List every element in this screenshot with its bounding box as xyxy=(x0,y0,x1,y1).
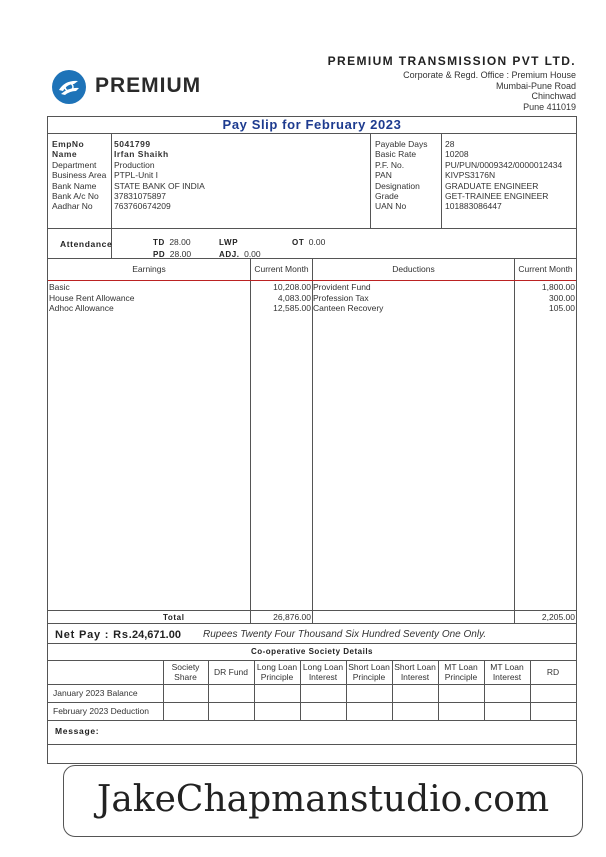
deductions-amount-header: Current Month xyxy=(518,264,573,274)
attendance-adj xyxy=(219,244,261,262)
column-line: Short Loan xyxy=(348,662,390,672)
column-line: MT Loan xyxy=(444,662,478,672)
deduction-item: Profession Tax xyxy=(313,292,369,303)
label-grade: Grade xyxy=(375,191,399,202)
column-line: Interest xyxy=(400,671,430,682)
deduction-amount: 300.00 xyxy=(549,292,575,303)
value-bank-account: 37831075897 xyxy=(114,191,167,202)
earnings-amount-header: Current Month xyxy=(254,264,309,274)
earnings-amounts xyxy=(251,282,311,314)
employee-labels-right xyxy=(375,139,427,212)
value-aadhar: 763760674209 xyxy=(114,201,171,212)
employee-values-right xyxy=(445,139,562,212)
td-label: TD xyxy=(153,238,165,247)
earnings-list xyxy=(49,282,249,314)
attendance-pd xyxy=(153,244,191,262)
message-label: Message: xyxy=(55,726,100,736)
ot-value: 0.00 xyxy=(308,237,326,247)
column-line: Long Loan xyxy=(256,662,298,672)
company-logo-icon xyxy=(52,70,86,104)
label-payable-days: Payable Days xyxy=(375,139,428,149)
net-pay-amount: 24,671.00 xyxy=(132,629,181,641)
column-line: Principle xyxy=(352,671,386,682)
society-column-header xyxy=(254,663,300,682)
address-line: Chinchwad xyxy=(531,91,576,101)
net-pay-label: Net Pay : Rs. xyxy=(55,629,133,641)
watermark-banner: JakeChapmanstudio.com xyxy=(63,765,583,837)
column-line: Society xyxy=(171,662,200,672)
deductions-amounts xyxy=(515,282,575,314)
earning-amount: 10,208.00 xyxy=(273,282,311,292)
employee-values-left xyxy=(114,139,205,212)
header-separator xyxy=(48,280,576,281)
column-line: Principle xyxy=(444,671,478,682)
company-address xyxy=(403,70,576,112)
society-row-february: February 2023 Deduction xyxy=(53,706,149,716)
label-designation: Designation xyxy=(375,180,420,191)
attendance-label: Attendance xyxy=(60,239,113,249)
earning-item: Basic xyxy=(49,282,70,292)
column-line: Long Loan xyxy=(302,662,344,672)
adj-label: ADJ. xyxy=(219,250,240,259)
label-pan: PAN xyxy=(375,170,392,181)
deductions-total: 2,205.00 xyxy=(541,612,575,622)
deduction-amount: 1,800.00 xyxy=(541,282,575,292)
earning-item: Adhoc Allowance xyxy=(49,303,114,314)
society-column-header xyxy=(346,663,392,682)
deduction-amount: 105.00 xyxy=(549,303,575,314)
adj-value: 0.00 xyxy=(244,249,261,259)
label-aadhar: Aadhar No xyxy=(52,201,93,212)
earning-item: House Rent Allowance xyxy=(49,292,135,303)
payslip-title: Pay Slip for February 2023 xyxy=(222,117,402,132)
divider xyxy=(47,623,577,624)
company-logo-text: PREMIUM xyxy=(95,74,202,97)
company-name: PREMIUM TRANSMISSION PVT LTD. xyxy=(327,54,576,68)
society-column-header xyxy=(438,663,484,682)
column-line: MT Loan xyxy=(490,662,524,672)
value-grade: GET-TRAINEE ENGINEER xyxy=(445,191,549,202)
value-name: Irfan Shaikh xyxy=(114,149,169,160)
value-department: Production xyxy=(114,159,155,170)
label-name: Name xyxy=(52,149,78,160)
earnings-header: Earnings xyxy=(132,264,166,274)
address-line: Corporate & Regd. Office : Premium House xyxy=(403,70,576,80)
divider xyxy=(47,228,577,229)
address-line: Pune 411019 xyxy=(523,101,576,112)
divider xyxy=(47,133,577,134)
label-basic-rate: Basic Rate xyxy=(375,149,417,160)
deduction-item: Canteen Recovery xyxy=(313,303,384,314)
value-designation: GRADUATE ENGINEER xyxy=(445,180,539,191)
label-business-area: Business Area xyxy=(52,170,107,181)
earning-amount: 4,083.00 xyxy=(277,292,311,303)
td-value: 28.00 xyxy=(169,237,191,247)
pd-label: PD xyxy=(153,250,166,259)
value-basic-rate: 10208 xyxy=(445,149,469,160)
employee-labels-left xyxy=(52,139,106,212)
column-line: Principle xyxy=(260,671,294,682)
society-column-header xyxy=(208,668,254,678)
value-payable-days: 28 xyxy=(445,139,455,149)
column-line: Interest xyxy=(492,671,522,682)
lwp-label: LWP xyxy=(219,238,239,247)
divider xyxy=(47,744,577,745)
society-column-header xyxy=(392,663,438,682)
pd-value: 28.00 xyxy=(169,249,192,259)
address-line: Mumbai-Pune Road xyxy=(495,80,576,91)
label-department: Department xyxy=(52,159,97,170)
society-column-header xyxy=(484,663,530,682)
divider xyxy=(47,702,577,703)
earning-amount: 12,585.00 xyxy=(273,303,311,314)
value-pan: KIVPS3176N xyxy=(445,170,496,181)
label-uan: UAN No xyxy=(375,201,407,212)
deductions-list xyxy=(313,282,513,314)
value-bank-name: STATE BANK OF INDIA xyxy=(114,180,205,191)
value-empno: 5041799 xyxy=(114,139,151,149)
deduction-item: Provident Fund xyxy=(313,282,371,292)
column-line: DR Fund xyxy=(213,667,248,677)
society-title: Co-operative Society Details xyxy=(250,647,374,656)
society-column-header xyxy=(300,663,346,682)
society-row-january: January 2023 Balance xyxy=(53,688,138,698)
column-line: RD xyxy=(546,667,560,677)
column-line: Share xyxy=(174,671,197,682)
society-column-header xyxy=(530,668,576,678)
divider xyxy=(47,720,577,721)
value-uan: 101883086447 xyxy=(445,201,502,212)
earnings-total: 26,876.00 xyxy=(273,612,311,622)
attendance-ot xyxy=(292,232,325,250)
label-bank-account: Bank A/c No xyxy=(52,191,99,202)
label-pf-no: P.F. No. xyxy=(375,159,405,170)
label-bank-name: Bank Name xyxy=(52,180,97,191)
ot-label: OT xyxy=(292,238,305,247)
divider xyxy=(47,660,577,661)
value-pf-no: PU/PUN/0009342/0000012434 xyxy=(445,159,563,170)
deductions-header: Deductions xyxy=(392,264,435,274)
divider xyxy=(111,133,112,228)
net-pay-words: Rupees Twenty Four Thousand Six Hundred Seventy One Only. xyxy=(203,629,487,640)
column-line: Short Loan xyxy=(394,662,436,672)
value-business-area: PTPL-Unit I xyxy=(114,170,158,181)
divider xyxy=(47,643,577,644)
label-empno: EmpNo xyxy=(52,139,85,149)
divider xyxy=(441,133,442,228)
society-column-header xyxy=(163,663,208,682)
divider xyxy=(370,133,371,228)
column-line: Interest xyxy=(308,671,338,682)
divider xyxy=(47,684,577,685)
total-label: Total xyxy=(163,613,185,622)
